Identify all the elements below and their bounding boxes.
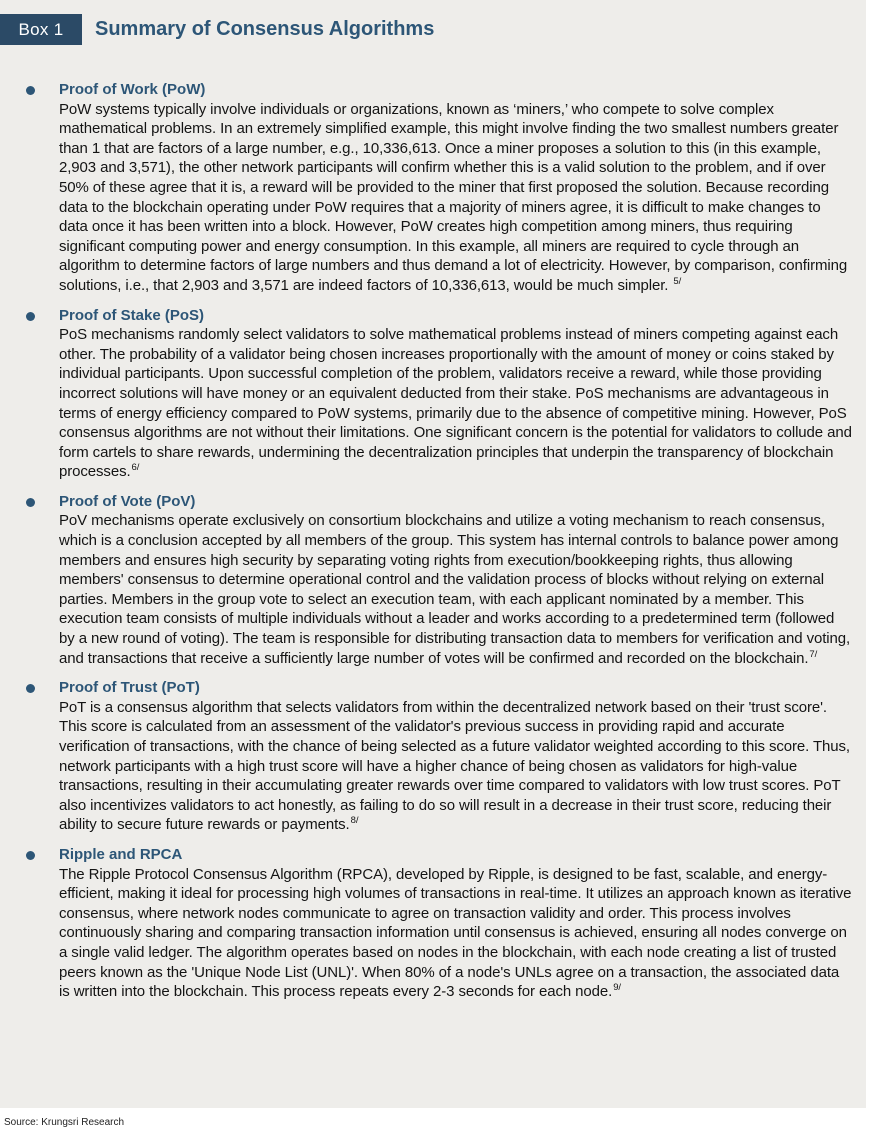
bullet-icon: [26, 86, 35, 95]
bullet-icon: [26, 498, 35, 507]
item-body: The Ripple Protocol Consensus Algorithm (RPCA), developed by Ripple, is designed to be fast, scalable, and energy-efficient, making it ideal for processing high volumes of transactions in real-time. It utilizes an approach known as iterative consensus, where network nodes communicate to agree on transaction validity and order. This process involves continuously sharing and comparing transaction information until consensus is achieved, ensuring all nodes converge on a single valid ledger. The algorithm operates based on nodes in the blockchain, with each node creating a list of trusted peers known as the 'Unique Node List (UNL)'. When 80% of a node's UNLs agree on a transaction, the associated data is written into the blockchain. This process repeats every 2-3 seconds for each node.$^{9/}$: [59, 865, 852, 1001]
item-title: Proof of Stake (PoS): [59, 306, 205, 324]
footnote-ref: 6/: [131, 462, 140, 474]
box-label: Box 1: [0, 14, 82, 45]
item-body: PoW systems typically involve individuals or organizations, known as ‘miners,’ who compete to solve complex mathematical problems. In an extremely simplified example, this might involve finding the two smallest numbers greater than 1 that are factors of a large number, e.g., 10,336,613. Once a miner proposes a solution to this (in this example, 2,903 and 3,571), the other network participants will confirm whether this is a valid solution to the problem, and if over 50% of these agree that it is, a reward will be provided to the miner that first proposed the solution. Because recording data to the blockchain operating under PoW requires that a majority of miners agree, it is difficult to make changes to data once it has been written into a block. However, PoW creates high competition among miners, thus requiring significant computing power and energy consumption. In this example, all miners are required to cycle through an algorithm to determine factors of large numbers and thus demand a lot of electricity. However, by comparison, confirming solutions, i.e., that 2,903 and 3,571 are indeed factors of 10,336,613, would be much simpler. $^{5/}$: [59, 100, 848, 294]
item-title: Ripple and RPCA: [59, 845, 183, 863]
algorithm-list: [0, 80, 866, 1012]
footnote-ref: 9/: [613, 982, 621, 994]
footnote-ref: 5/: [673, 275, 682, 287]
item-body: PoV mechanisms operate exclusively on consortium blockchains and utilize a voting mechanism to reach consensus, which is a conclusion accepted by all members of the group. This system has internal controls to balance power among members and ensures high security by separating voting rights from execution/bookkeeping rights, thus allowing members' consensus to determine operational control and the validation process of blocks without relying on external parties. Members in the group vote to select an execution team, with each applicant nominated by a member. This execution team consists of multiple individuals without a leader and works according to a predetermined term (followed by a new round of voting). The team is responsible for distributing transaction data to members for verification and voting, and transactions that receive a sufficiently large number of votes will be confirmed and recorded on the blockchain.$^{7/}$: [59, 512, 851, 667]
list-item-pot: [0, 678, 866, 835]
footnote-ref: 8/: [350, 815, 359, 827]
item-body: PoS mechanisms randomly select validators to solve mathematical problems instead of miners competing against each other. The probability of a validator being chosen increases proportionally with the amount of money or coins staked by individual participants. Upon successful completion of the problem, validators receive a reward, while those providing incorrect solutions will have money or an equivalent deducted from their stake. PoS mechanisms are advantageous in terms of energy efficiency compared to PoW systems, primarily due to the absence of competitive mining. However, PoS consensus algorithms are not without their limitations. One significant concern is the potential for validators to collude and form cartels to share rewards, undermining the decentralization principles that underpin the transparency of blockchain processes.$^{6/}$: [59, 326, 852, 481]
footnote-ref: 7/: [809, 648, 818, 660]
bullet-icon: [26, 684, 35, 693]
bullet-icon: [26, 312, 35, 321]
bullet-icon: [26, 851, 35, 860]
source-note: Source: Krungsri Research: [4, 1117, 125, 1128]
list-item-ripple: [0, 845, 866, 1002]
item-title: Proof of Trust (PoT): [59, 679, 200, 697]
item-title: Proof of Work (PoW): [59, 81, 206, 98]
item-body: PoT is a consensus algorithm that selects validators from within the decentralized network based on their 'trust score'. This score is calculated from an assessment of the validator's previous success in providing rapid and accurate verification of transactions, with the chance of being selected as a future validator weighted according to this score. Thus, network participants with a high trust score will have a higher chance of being chosen as validators for high-value transactions, resulting in their accumulating greater rewards over time compared to validators with low trust scores. PoT also incentivizes validators to act honestly, as failing to do so will result in a decrease in their trust score, reducing their ability to secure future rewards or payments.$^{8/}$: [59, 698, 851, 834]
list-item-pos: [0, 306, 866, 482]
item-title: Proof of Vote (PoV): [59, 492, 196, 510]
list-item-pow: [0, 80, 866, 296]
page-title: Summary of Consensus Algorithms: [95, 18, 435, 40]
list-item-pov: [0, 492, 866, 668]
